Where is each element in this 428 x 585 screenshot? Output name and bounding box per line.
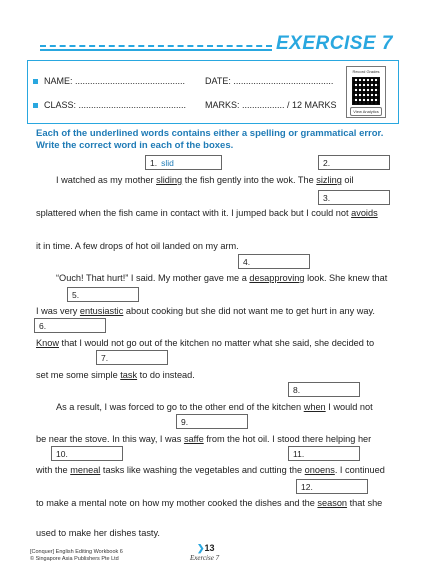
footer-credits — [30, 549, 123, 563]
text: from the hot oil. I stood there helping her — [203, 434, 372, 444]
text: be near the stove. In this way, I was — [36, 434, 184, 444]
answer-box-7[interactable] — [96, 350, 168, 365]
underlined-word-10: meneal — [70, 465, 101, 475]
qr-code-icon — [352, 77, 380, 105]
passage-line-4 — [56, 273, 387, 283]
answer-box-1-value: slid — [161, 158, 174, 168]
text: that she — [347, 498, 383, 508]
answer-box-1-number: 1. — [150, 158, 158, 168]
text: to make a mental note on how my mother cooked the dishes and the — [36, 498, 318, 508]
passage-line-8 — [56, 402, 373, 412]
instructions: Each of the underlined words contains either a spelling or grammatical error. Write the correct word in each of the boxes. — [36, 128, 384, 151]
text: look. She knew that — [304, 273, 388, 283]
answer-box-4-number: 4. — [243, 257, 251, 267]
text: about cooking but she did not want me to get hurt in any way. — [123, 306, 375, 316]
text: set me some simple — [36, 370, 121, 380]
record-grades-label: Record Grades — [352, 69, 380, 74]
answer-box-10-number: 10. — [56, 449, 68, 459]
underlined-word-12: season — [317, 498, 348, 508]
text: with the — [36, 465, 71, 475]
header-line — [40, 49, 272, 51]
underlined-word-7: task — [120, 370, 138, 380]
underlined-word-4: desapproving — [249, 273, 305, 283]
text: As a result, I was forced to go to the other end of the kitchen — [56, 402, 304, 412]
exercise-title: EXERCISE 7 — [276, 33, 393, 54]
view-analytics-button[interactable]: View Analytics — [350, 107, 382, 116]
passage-line-9 — [36, 434, 371, 444]
name-bullet — [33, 79, 38, 84]
page-number: ❯13 — [197, 543, 215, 553]
text: to do instead. — [137, 370, 195, 380]
underlined-word-9: saffe — [183, 434, 204, 444]
answer-box-8[interactable] — [288, 382, 360, 397]
answer-box-9[interactable] — [176, 414, 248, 429]
student-info-box — [27, 60, 399, 124]
answer-box-12[interactable] — [296, 479, 368, 494]
answer-box-3[interactable] — [318, 190, 390, 205]
answer-box-5-number: 5. — [72, 290, 80, 300]
text: splattered when the fish came in contact with it. I jumped back but I could not — [36, 208, 352, 218]
answer-box-9-number: 9. — [181, 417, 189, 427]
text: tasks like washing the vegetables and cutting the — [100, 465, 305, 475]
answer-box-11[interactable] — [288, 446, 360, 461]
underlined-word-8: when — [303, 402, 326, 412]
name-field[interactable]: NAME: ............................................ — [44, 76, 186, 86]
underlined-word-3: avoids — [351, 208, 378, 218]
qr-code-panel[interactable] — [346, 66, 386, 118]
answer-box-6-number: 6. — [39, 321, 47, 331]
underlined-word-2: sizling — [316, 175, 342, 185]
passage-line-6 — [36, 338, 374, 348]
passage-line-3: it in time. A few drops of hot oil landed on my arm. — [36, 241, 239, 251]
answer-box-12-number: 12. — [301, 482, 313, 492]
answer-box-4[interactable] — [238, 254, 310, 269]
answer-box-8-number: 8. — [293, 385, 301, 395]
text: I watched as my mother — [56, 175, 157, 185]
marks-field[interactable]: MARKS: ................. / 12 MARKS — [205, 100, 337, 110]
passage-line-7 — [36, 370, 195, 380]
underlined-word-6: Know — [36, 338, 59, 348]
text: “Ouch! That hurt!” I said. My mother gave me a — [56, 273, 250, 283]
text: that I would not go out of the kitchen no matter what she said, she decided to — [58, 338, 375, 348]
class-field[interactable]: CLASS: ........................................... — [44, 100, 187, 110]
answer-box-1[interactable] — [145, 155, 222, 170]
passage-line-11 — [36, 498, 382, 508]
footer-book-title: [Conquer] English Editing Workbook 6 — [30, 549, 123, 555]
answer-box-6[interactable] — [34, 318, 106, 333]
passage-line-10 — [36, 465, 385, 475]
answer-box-11-number: 11. — [293, 449, 305, 459]
text: I was very — [36, 306, 80, 316]
passage-line-2 — [36, 208, 378, 218]
passage-line-1 — [56, 175, 354, 185]
text: . I continued — [334, 465, 385, 475]
page-exercise-label: Exercise 7 — [190, 554, 220, 562]
underlined-word-5: entusiastic — [79, 306, 124, 316]
page-number-text: 13 — [204, 543, 215, 553]
passage-line-12: used to make her dishes tasty. — [36, 528, 160, 538]
date-field[interactable]: DATE: ........................................ — [205, 76, 334, 86]
answer-box-7-number: 7. — [101, 353, 109, 363]
footer-publisher: © Singapore Asia Publishers Pte Ltd — [30, 556, 119, 562]
answer-box-5[interactable] — [67, 287, 139, 302]
text: the fish gently into the wok. The — [182, 175, 317, 185]
underlined-word-1: sliding — [156, 175, 183, 185]
answer-box-10[interactable] — [51, 446, 123, 461]
text: oil — [341, 175, 354, 185]
answer-box-2[interactable] — [318, 155, 390, 170]
answer-box-2-number: 2. — [323, 158, 331, 168]
text: I would not — [325, 402, 373, 412]
answer-box-3-number: 3. — [323, 193, 331, 203]
passage-line-5 — [36, 306, 375, 316]
underlined-word-11: onoens — [304, 465, 335, 475]
class-bullet — [33, 103, 38, 108]
header-dashed-line — [40, 45, 272, 47]
